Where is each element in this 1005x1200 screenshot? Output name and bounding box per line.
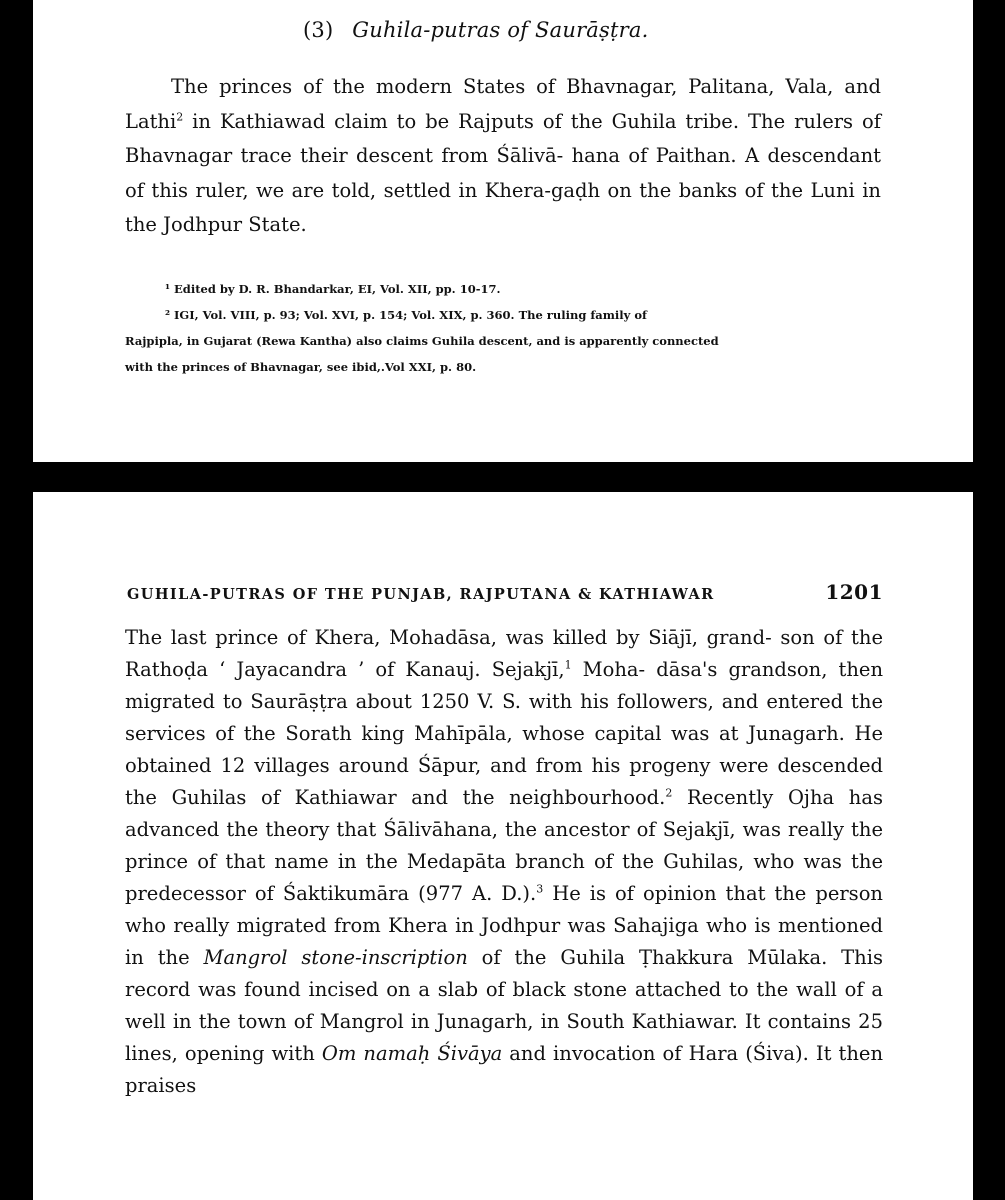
page-number: 1201 (825, 580, 883, 604)
footnote-ref-2b: 2 (665, 786, 673, 800)
bottom-paragraph (125, 622, 883, 1102)
section-heading (303, 18, 648, 42)
bottom-text-a: The last prince of Khera, Mohadāsa, was killed by Siājī, grand- son of the Rathoḍa ‘ Jayacandra ’ of Kanauj. Sejakjī, (125, 626, 883, 681)
bottom-text-b: Moha- dāsa's grandson, then migrated to Saurāṣṭra about 1250 V. S. with his followers, and entered the services of the Sorath king Mahīpāla, whose capital was at Junagarh. He obtained 12 villages around Śāpur, and from his progeny were descended the Guhilas of Kathiawar and the neighbourhood. (125, 658, 883, 809)
top-paragraph-text-1: The princes of the modern States of Bhavnagar, Palitana, Vala, and Lathi (125, 75, 881, 133)
running-head (127, 580, 883, 604)
inscription-title: Mangrol stone-inscription (203, 946, 468, 969)
top-paragraph-text-2: in Kathiawad claim to be Rajputs of the Guhila tribe. The rulers of Bhavnagar trace their descent from Śālivā- hana of Paithan. A descendant of this ruler, we are told, settled in Khera-gaḍh on the banks of the Luni in the Jodhpur State. (125, 109, 881, 236)
invocation-phrase: Om namaḥ Śivāya (321, 1042, 503, 1065)
bottom-text-c: Recently Ojha has advanced the theory that Śālivāhana, the ancestor of Sejakjī, was really the prince of that name in the Medapāta branch of the Guhilas, who was the predecessor of Śaktikumāra (977 A. D.). (125, 786, 883, 905)
footnote-ref-3: 3 (536, 882, 544, 896)
section-number: (3) (303, 18, 334, 42)
footnote-ref-1: 1 (564, 658, 572, 672)
bottom-text-d: He is of opinion that the person who really migrated from Khera in Jodhpur was Sahajiga who is mentioned in the (125, 882, 883, 969)
top-paragraph (125, 70, 881, 243)
bottom-text-f: and invocation of Hara (Śiva). It then praises (125, 1042, 884, 1097)
bottom-page (33, 492, 973, 1200)
footnote-1: ¹ Edited by D. R. Bhandarkar, EI, Vol. XII, pp. 10-17. (165, 282, 501, 296)
running-head-title: GUHILA-PUTRAS OF THE PUNJAB, RAJPUTANA & KATHIAWAR (127, 586, 715, 603)
footnote-2-line-2: Rajpipla, in Gujarat (Rewa Kantha) also claims Guhila descent, and is apparently connected (125, 334, 719, 348)
top-page (33, 0, 973, 462)
bottom-text-e: of the Guhila Ṭhakkura Mūlaka. This record was found incised on a slab of black stone attached to the wall of a well in the town of Mangrol in Junagarh, in South Kathiawar. It contains 25 lines, opening with (125, 946, 883, 1065)
footnote-2-line-1: ² IGI, Vol. VIII, p. 93; Vol. XVI, p. 154; Vol. XIX, p. 360. The ruling family of (165, 308, 647, 322)
footnote-ref-2: 2 (176, 110, 184, 123)
section-title: Guhila-putras of Saurāṣṭra. (352, 18, 649, 42)
footnotes (125, 276, 881, 380)
footnote-2-line-3: with the princes of Bhavnagar, see ibid,.Vol XXI, p. 80. (125, 360, 477, 374)
